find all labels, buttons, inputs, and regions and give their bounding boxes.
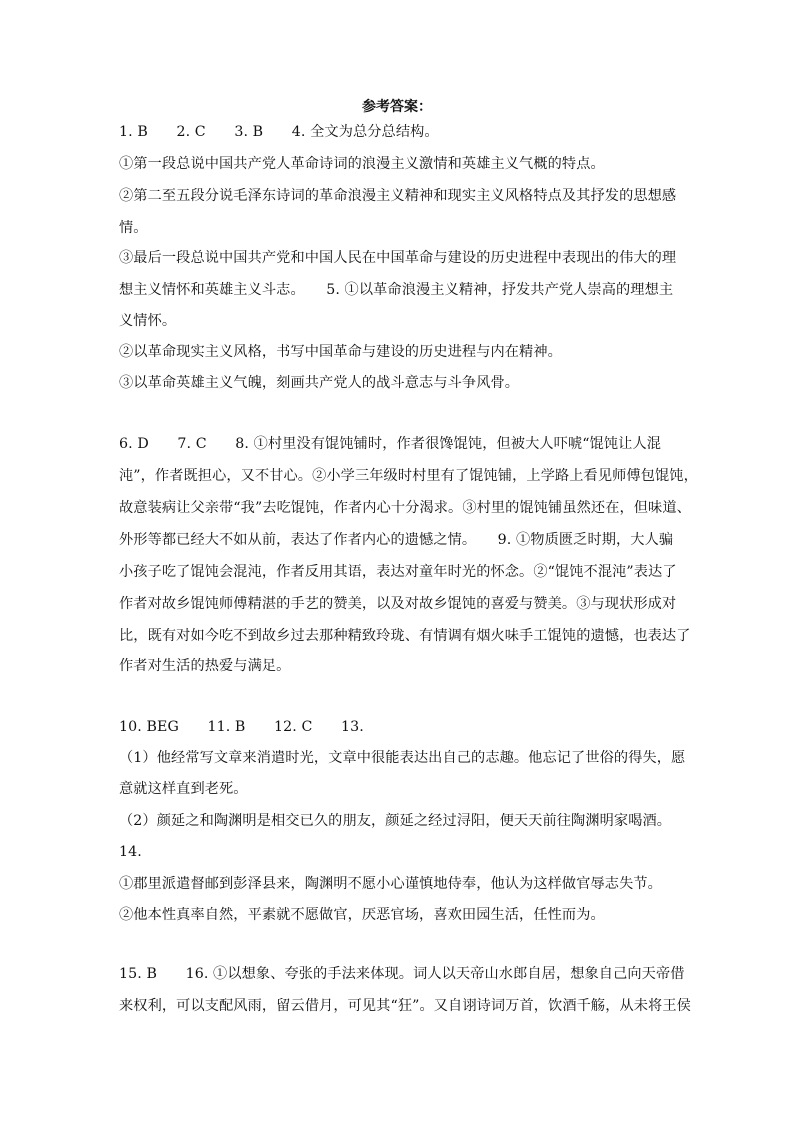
answer-line: 想主义情怀和英雄主义斗志。 5. ①以革命浪漫主义精神，抒发共产党人崇高的理想主 <box>119 282 674 298</box>
answer-line: 15. B 16. ①以想象、夸张的手法来体现。词人以天帝山水郎自居，想象自己向天帝借 <box>119 966 685 982</box>
answer-line: 来权利，可以支配风雨，留云借月，可见其“狂”。又自诩诗词万首，饮酒千觞，从未将王侯 <box>119 998 691 1014</box>
answer-line: ②他本性真率自然，平素就不愿做官，厌恶官场，喜欢田园生活，任性而为。 <box>119 907 605 923</box>
answer-line: 14. <box>119 844 142 860</box>
answer-line: 外形等都已经大不如从前，表达了作者内心的遗憾之情。 9. ①物质匮乏时期，大人骗 <box>119 532 674 548</box>
answer-line: ①郡里派遣督邮到彭泽县来，陶渊明不愿小心谨慎地侍奉，他认为这样做官辱志失节。 <box>119 876 662 892</box>
answer-line: 故意装病让父亲带“我”去吃馄饨，作者内心十分渴求。③村里的馄饨铺虽然还在，但味道、 <box>119 500 691 516</box>
answer-line: ②第二至五段分说毛泽东诗词的革命浪漫主义精神和现实主义风格特点及其抒发的思想感 <box>119 188 677 204</box>
answer-line: 作者对故乡馄饨师傅精湛的手艺的赞美，以及对故乡馄饨的喜爱与赞美。③与现状形成对 <box>119 596 677 612</box>
answer-line: 比，既有对如今吃不到故乡过去那种精致玲珑、有情调有烟火味手工馄饨的遗憾，也表达了 <box>119 628 691 644</box>
answer-line: 小孩子吃了馄饨会混沌，作者反用其语，表达对童年时光的怀念。②“馄饨不混沌”表达了 <box>119 564 677 580</box>
answer-line: （2）颜延之和陶渊明是相交已久的朋友，颜延之经过浔阳，便天天前往陶渊明家喝酒。 <box>119 813 672 829</box>
answer-line: 意就这样直到老死。 <box>119 781 248 797</box>
answer-line: 1. B 2. C 3. B 4. 全文为总分总结构。 <box>119 124 439 140</box>
answer-key-title: 参考答案： <box>362 99 432 115</box>
answer-line: 6. D 7. C 8. ①村里没有馄饨铺时，作者很馋馄饨，但被大人吓唬“馄饨让人混 <box>119 436 662 452</box>
answer-line: 10. BEG 11. B 12. C 13. <box>119 719 364 735</box>
answer-line: ③最后一段总说中国共产党和中国人民在中国革命与建设的历史进程中表现出的伟大的理 <box>119 250 677 266</box>
answer-line: 情。 <box>119 220 148 236</box>
answer-line: （1）他经常写文章来消遣时光，文章中很能表达出自己的志趣。他忘记了世俗的得失，愿 <box>119 750 686 766</box>
answer-line: 作者对生活的热爱与满足。 <box>119 658 291 674</box>
answer-line: 义情怀。 <box>119 313 177 329</box>
answer-line: 沌”，作者既担心，又不甘心。②小学三年级时村里有了馄饨铺，上学路上看见师傅包馄饨， <box>119 468 698 484</box>
answer-line: ②以革命现实主义风格，书写中国革命与建设的历史进程与内在精神。 <box>119 344 562 360</box>
answer-line: ③以革命英雄主义气魄，刻画共产党人的战斗意志与斗争风骨。 <box>119 375 520 391</box>
answer-line: ①第一段总说中国共产党人革命诗词的浪漫主义激情和英雄主义气概的特点。 <box>119 156 605 172</box>
